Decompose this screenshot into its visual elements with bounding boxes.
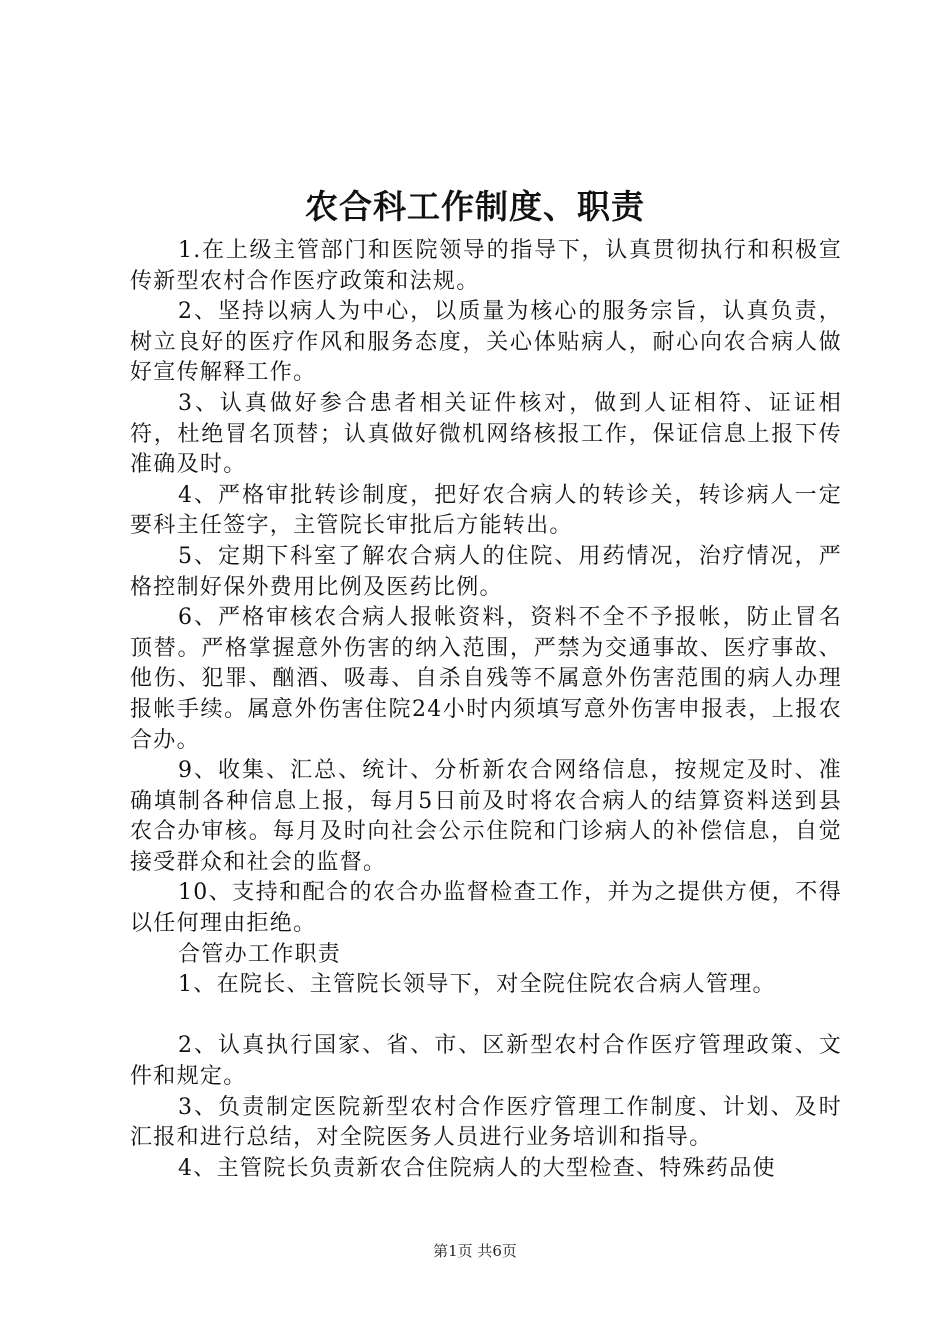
duty-3: 3、负责制定医院新型农村合作医疗管理工作制度、计划、及时汇报和进行总结，对全院医务人员进行业务培训和指导。	[130, 1094, 842, 1151]
paragraph-9: 9、收集、汇总、统计、分析新农合网络信息，按规定及时、准确填制各种信息上报，每月5日前及时将农合病人的结算资料送到县农合办审核。每月及时向社会公示住院和门诊病人的补偿信息，自觉接受群众和社会的监督。	[130, 758, 842, 875]
paragraph-1: 1.在上级主管部门和医院领导的指导下，认真贯彻执行和积极宣传新型农村合作医疗政策和法规。	[130, 238, 842, 294]
paragraph-2: 2、坚持以病人为中心，以质量为核心的服务宗旨，认真负责，树立良好的医疗作风和服务态度，关心体贴病人，耐心向农合病人做好宣传解释工作。	[130, 299, 842, 386]
duty-1: 1、在院长、主管院长领导下，对全院住院农合病人管理。	[178, 972, 776, 998]
blank-line	[130, 1001, 842, 1032]
paragraph-10: 10、支持和配合的农合办监督检查工作，并为之提供方便，不得以任何理由拒绝。	[130, 880, 842, 937]
paragraph-6: 6、严格审核农合病人报帐资料，资料不全不予报帐，防止冒名顶替。严格掌握意外伤害的纳入范围，严禁为交通事故、医疗事故、他伤、犯罪、酗酒、吸毒、自杀自残等不属意外伤害范围的病人办理报帐手续。属意外伤害住院24小时内须填写意外伤害申报表，上报农合办。	[130, 605, 842, 753]
section-heading: 合管办工作职责	[178, 941, 342, 967]
page-footer: 第1页 共6页	[433, 1242, 517, 1260]
duty-2: 2、认真执行国家、省、市、区新型农村合作医疗管理政策、文件和规定。	[130, 1033, 842, 1090]
document-body	[130, 236, 842, 1184]
paragraph-5: 5、定期下科室了解农合病人的住院、用药情况，治疗情况，严格控制好保外费用比例及医药比例。	[130, 543, 842, 600]
paragraph-3: 3、认真做好参合患者相关证件核对，做到人证相符、证证相符，杜绝冒名顶替；认真做好微机网络核报工作，保证信息上报下传准确及时。	[130, 390, 842, 478]
document-title: 农合科工作制度、职责	[305, 187, 645, 226]
paragraph-4: 4、严格审批转诊制度，把好农合病人的转诊关，转诊病人一定要科主任签字，主管院长审批后方能转出。	[130, 482, 842, 539]
duty-4: 4、主管院长负责新农合住院病人的大型检查、特殊药品使	[178, 1155, 776, 1181]
